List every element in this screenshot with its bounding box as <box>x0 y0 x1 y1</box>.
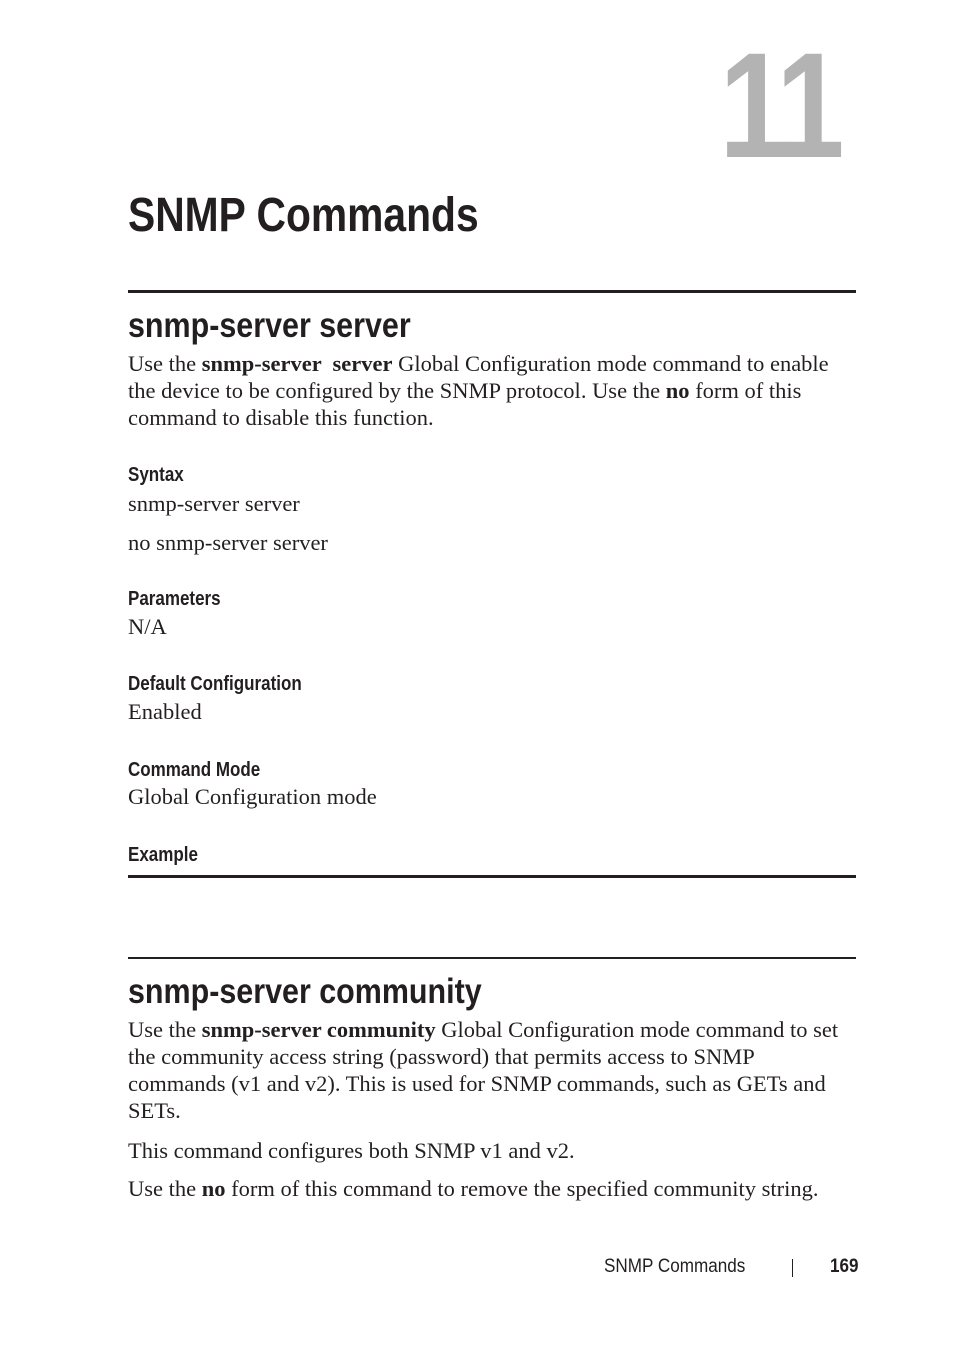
command-name: snmp-server server <box>201 351 393 376</box>
default-configuration-heading: Default Configuration <box>128 673 302 695</box>
default-configuration-text: Enabled <box>128 699 202 724</box>
section2-paragraph-3: Use the no form of this command to remove the specified community string. <box>128 1176 819 1201</box>
chapter-number: 11 <box>719 21 840 189</box>
section-rule-top <box>128 290 856 293</box>
command-mode-heading: Command Mode <box>128 759 261 781</box>
section2-intro-paragraph: Use the snmp-server community Global Configuration mode command to set the community access string (password) that permits access to SNMP commands (v1 and v2). This is used for SNMP commands, such as GETs and SETs. <box>128 1017 839 1123</box>
example-heading: Example <box>128 844 198 866</box>
page-number: 169 <box>830 1256 859 1277</box>
parameters-heading: Parameters <box>128 588 221 610</box>
section-heading-snmp-server-community: snmp-server community <box>128 972 482 1011</box>
footer-title: SNMP Commands <box>604 1256 746 1277</box>
section-rule-top-2 <box>128 957 856 959</box>
no-keyword: no <box>201 1176 226 1201</box>
section-heading-snmp-server-server: snmp-server server <box>128 306 411 345</box>
no-keyword: no <box>665 378 690 403</box>
section1-intro-paragraph: Use the snmp-server server Global Configuration mode command to enable the device to be configured by the SNMP protocol. Use the no form of this command to disable this function. <box>128 351 829 430</box>
syntax-line-1: snmp-server server <box>128 491 300 516</box>
command-mode-text: Global Configuration mode <box>128 784 377 809</box>
parameters-text: N/A <box>128 614 167 639</box>
example-rule <box>128 875 856 878</box>
chapter-title: SNMP Commands <box>128 189 479 242</box>
syntax-heading: Syntax <box>128 464 184 486</box>
footer-separator <box>792 1259 793 1277</box>
syntax-line-2: no snmp-server server <box>128 530 328 555</box>
command-name: snmp-server community <box>201 1017 436 1042</box>
section2-paragraph-2: This command configures both SNMP v1 and v2. <box>128 1138 575 1163</box>
